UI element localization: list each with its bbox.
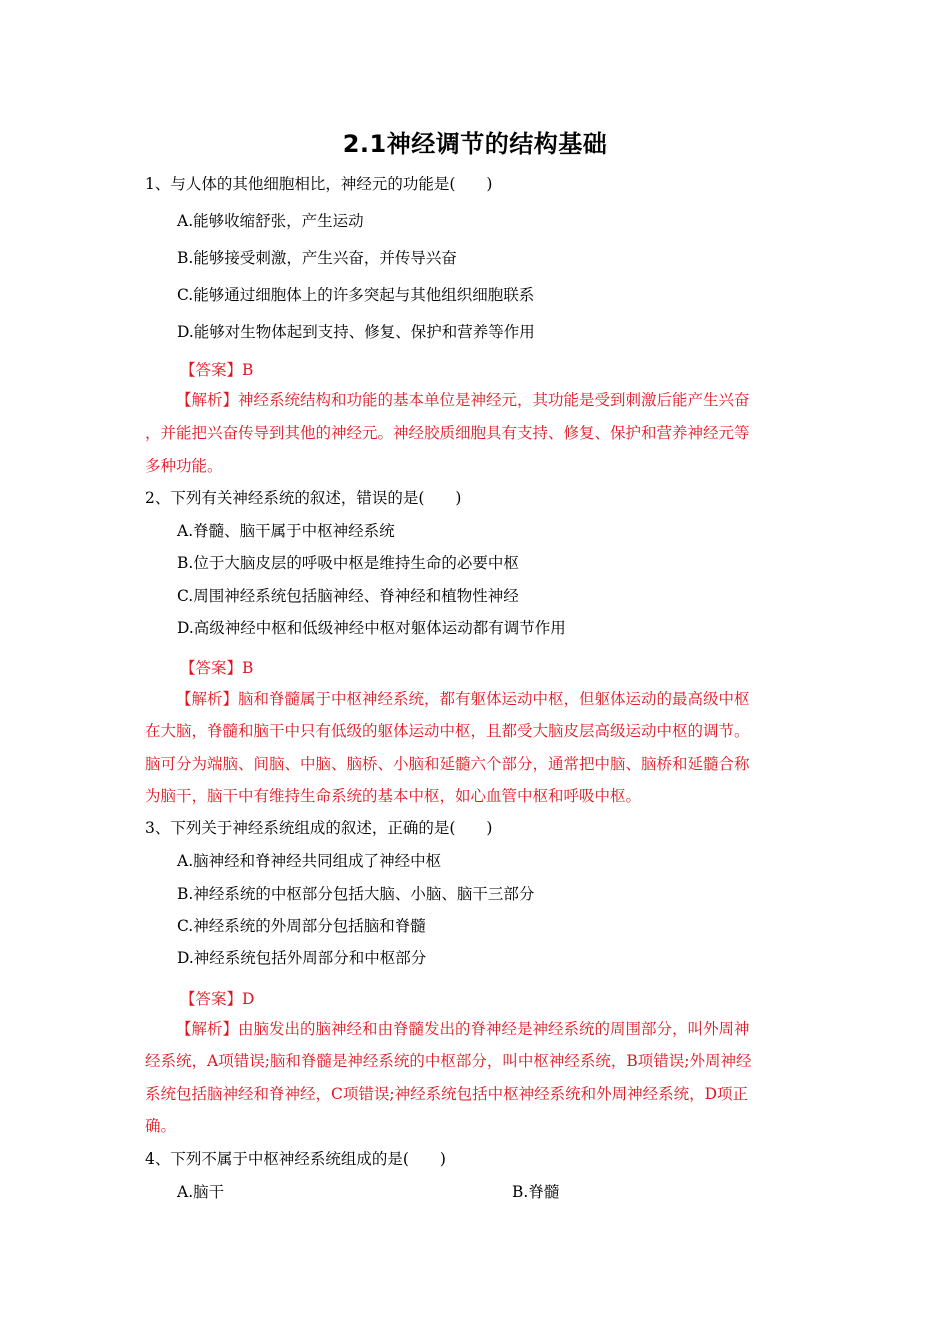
question-4-option-a: A.脑干 (177, 1183, 225, 1201)
answer-label: 【答案】 (180, 361, 243, 379)
answer-value: B (242, 361, 254, 379)
question-3-stem: 3、下列关于神经系统组成的叙述，正确的是( ) (145, 819, 493, 837)
answer-value: B (242, 659, 254, 677)
question-1-stem: 1、与人体的其他细胞相比，神经元的功能是( ) (145, 175, 493, 193)
question-1-explanation-line-3: 多种功能。 (145, 457, 223, 475)
question-2-option-b: B.位于大脑皮层的呼吸中枢是维持生命的必要中枢 (177, 554, 519, 572)
question-3-option-b: B.神经系统的中枢部分包括大脑、小脑、脑干三部分 (177, 885, 535, 903)
question-2-explanation-line-3: 脑可分为端脑、间脑、中脑、脑桥、小脑和延髓六个部分，通常把中脑、脑桥和延髓合称 (145, 755, 750, 773)
explanation-text: 神经系统结构和功能的基本单位是神经元，其功能是受到刺激后能产生兴奋 (238, 391, 750, 409)
question-2-explanation-line-1 (176, 689, 750, 709)
question-2-option-a: A.脊髓、脑干属于中枢神经系统 (177, 522, 395, 540)
question-2-explanation-line-4: 为脑干，脑干中有维持生命系统的基本中枢，如心血管中枢和呼吸中枢。 (145, 787, 642, 805)
question-3-option-d: D.神经系统包括外周部分和中枢部分 (177, 949, 427, 967)
question-1-answer (180, 360, 253, 380)
explanation-text: 脑和脊髓属于中枢神经系统，都有躯体运动中枢，但躯体运动的最高级中枢 (238, 690, 750, 708)
question-3-explanation-line-3: 系统包括脑神经和脊神经，C项错误;神经系统包括中枢神经系统和外周神经系统，D项正 (145, 1085, 749, 1103)
answer-value: D (242, 990, 255, 1008)
question-2-stem: 2、下列有关神经系统的叙述，错误的是( ) (145, 489, 462, 507)
answer-label: 【答案】 (180, 990, 243, 1008)
question-1-explanation-line-2: ，并能把兴奋传导到其他的神经元。神经胶质细胞具有支持、修复、保护和营养神经元等 (145, 424, 750, 442)
explanation-label: 【解析】 (176, 391, 239, 409)
question-3-option-a: A.脑神经和脊神经共同组成了神经中枢 (177, 852, 442, 870)
explanation-label: 【解析】 (176, 690, 239, 708)
explanation-text: 由脑发出的脑神经和由脊髓发出的脊神经是神经系统的周围部分，叫外周神 (238, 1020, 750, 1038)
question-4-stem: 4、下列不属于中枢神经系统组成的是( ) (145, 1150, 446, 1168)
explanation-label: 【解析】 (176, 1020, 239, 1038)
page-title: 2.1神经调节的结构基础 (342, 130, 608, 158)
question-1-option-c: C.能够通过细胞体上的许多突起与其他组织细胞联系 (177, 286, 535, 304)
question-1-option-a: A.能够收缩舒张，产生运动 (177, 212, 364, 230)
question-1-option-b: B.能够接受刺激，产生兴奋，并传导兴奋 (177, 249, 457, 267)
question-3-option-c: C.神经系统的外周部分包括脑和脊髓 (177, 917, 426, 935)
question-3-explanation-line-2: 经系统，A项错误;脑和脊髓是神经系统的中枢部分，叫中枢神经系统，B项错误;外周神经 (145, 1052, 752, 1070)
question-3-answer (180, 989, 254, 1009)
question-1-option-d: D.能够对生物体起到支持、修复、保护和营养等作用 (177, 323, 535, 341)
question-4-option-b: B.脊髓 (512, 1183, 560, 1201)
question-3-explanation-line-4: 确。 (145, 1117, 177, 1135)
question-2-explanation-line-2: 在大脑，脊髓和脑干中只有低级的躯体运动中枢，且都受大脑皮层高级运动中枢的调节。 (145, 722, 750, 740)
question-2-option-c: C.周围神经系统包括脑神经、脊神经和植物性神经 (177, 587, 519, 605)
question-2-option-d: D.高级神经中枢和低级神经中枢对躯体运动都有调节作用 (177, 619, 566, 637)
question-2-answer (180, 658, 253, 678)
question-1-explanation-line-1 (176, 390, 750, 410)
answer-label: 【答案】 (180, 659, 243, 677)
question-3-explanation-line-1 (176, 1019, 750, 1039)
